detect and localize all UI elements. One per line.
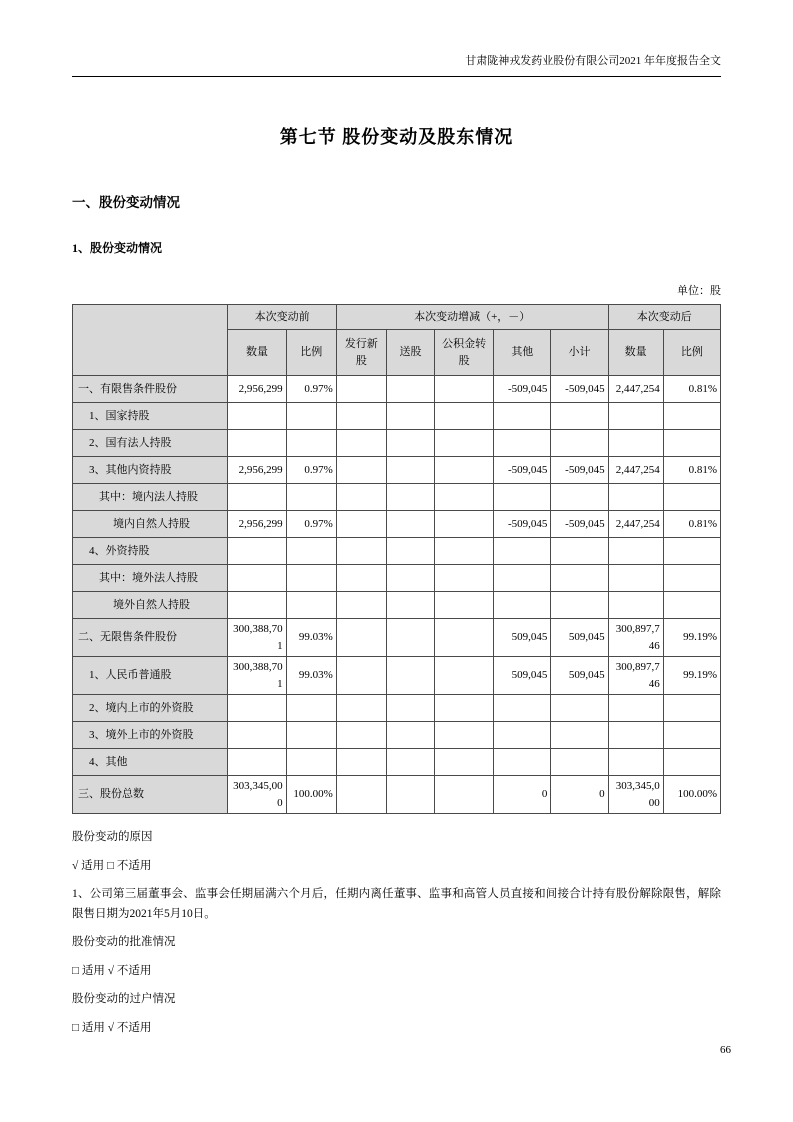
table-cell: [228, 565, 286, 592]
table-cell: [608, 538, 663, 565]
table-cell: [386, 565, 434, 592]
table-cell: [386, 722, 434, 749]
table-cell: [336, 430, 386, 457]
table-cell: [286, 403, 336, 430]
report-header: 甘肃陇神戎发药业股份有限公司2021 年年度报告全文: [465, 55, 721, 67]
header-bonus-shares: 送股: [386, 330, 434, 376]
table-cell: 300,388,701: [228, 619, 286, 657]
table-cell: [608, 749, 663, 776]
table-cell: 509,045: [494, 657, 551, 695]
table-cell: [494, 403, 551, 430]
header-group-after: 本次变动后: [608, 305, 720, 330]
table-cell: [608, 695, 663, 722]
table-cell: [494, 538, 551, 565]
table-cell: [435, 565, 494, 592]
row-label: 二、无限售条件股份: [73, 619, 228, 657]
header-ratio-before: 比例: [286, 330, 336, 376]
table-cell: 2,956,299: [228, 511, 286, 538]
header-ratio-after: 比例: [663, 330, 720, 376]
table-cell: [228, 430, 286, 457]
table-cell: [663, 538, 720, 565]
notes-section: [72, 828, 721, 1038]
table-cell: [228, 695, 286, 722]
row-label: 境内自然人持股: [73, 511, 228, 538]
note-line: 股份变动的过户情况: [72, 993, 176, 1006]
table-cell: 0.81%: [663, 457, 720, 484]
row-label: 境外自然人持股: [73, 592, 228, 619]
table-cell: [435, 657, 494, 695]
table-cell: [286, 484, 336, 511]
table-cell: [551, 565, 608, 592]
table-cell: [663, 565, 720, 592]
table-cell: [286, 695, 336, 722]
table-cell: 0.81%: [663, 511, 720, 538]
page-title: 第七节 股份变动及股东情况: [279, 127, 514, 147]
row-label: 4、其他: [73, 749, 228, 776]
table-cell: [228, 403, 286, 430]
table-cell: [386, 403, 434, 430]
table-cell: 0: [494, 776, 551, 814]
row-label: 三、股份总数: [73, 776, 228, 814]
table-cell: [286, 565, 336, 592]
table-cell: [386, 592, 434, 619]
table-cell: [336, 403, 386, 430]
table-row: [73, 457, 721, 484]
table-cell: [228, 592, 286, 619]
table-cell: 99.03%: [286, 657, 336, 695]
table-cell: 99.19%: [663, 619, 720, 657]
table-cell: -509,045: [494, 376, 551, 403]
table-cell: [608, 592, 663, 619]
row-label: 1、国家持股: [73, 403, 228, 430]
header-group-change: 本次变动增减（+，－）: [336, 305, 608, 330]
table-cell: [386, 776, 434, 814]
table-row: [73, 592, 721, 619]
table-cell: [435, 538, 494, 565]
table-cell: [336, 538, 386, 565]
row-label: 3、其他内资持股: [73, 457, 228, 484]
table-cell: [608, 565, 663, 592]
table-cell: [336, 511, 386, 538]
table-row: [73, 376, 721, 403]
table-cell: [435, 403, 494, 430]
header-group-before: 本次变动前: [228, 305, 336, 330]
table-cell: [551, 538, 608, 565]
table-row: [73, 511, 721, 538]
table-cell: [286, 749, 336, 776]
table-cell: -509,045: [551, 511, 608, 538]
row-label: 其中：境外法人持股: [73, 565, 228, 592]
table-cell: [494, 565, 551, 592]
table-cell: [336, 619, 386, 657]
table-cell: [336, 565, 386, 592]
table-row: [73, 538, 721, 565]
table-cell: [551, 430, 608, 457]
table-cell: 509,045: [551, 619, 608, 657]
table-cell: [435, 695, 494, 722]
row-label: 4、外资持股: [73, 538, 228, 565]
table-cell: [608, 722, 663, 749]
table-cell: [435, 430, 494, 457]
table-cell: [336, 695, 386, 722]
table-cell: [386, 430, 434, 457]
table-cell: [608, 430, 663, 457]
table-cell: [435, 776, 494, 814]
table-cell: [551, 722, 608, 749]
table-cell: 2,447,254: [608, 376, 663, 403]
table-cell: [663, 749, 720, 776]
table-cell: 303,345,000: [608, 776, 663, 814]
table-cell: [551, 695, 608, 722]
table-cell: -509,045: [494, 457, 551, 484]
table-cell: [551, 403, 608, 430]
table-cell: [336, 457, 386, 484]
row-label: 2、境内上市的外资股: [73, 695, 228, 722]
header-new-shares: 发行新股: [336, 330, 386, 376]
table-cell: [286, 538, 336, 565]
table-cell: 300,897,746: [608, 619, 663, 657]
table-cell: 0.81%: [663, 376, 720, 403]
table-cell: [228, 538, 286, 565]
table-cell: [663, 592, 720, 619]
row-label: 3、境外上市的外资股: [73, 722, 228, 749]
table-cell: [286, 722, 336, 749]
table-row: [73, 657, 721, 695]
table-cell: -509,045: [551, 376, 608, 403]
share-change-table: [72, 304, 721, 814]
table-cell: [435, 619, 494, 657]
table-cell: 2,447,254: [608, 457, 663, 484]
table-cell: [336, 749, 386, 776]
table-cell: [386, 619, 434, 657]
table-cell: 100.00%: [286, 776, 336, 814]
header-other: 其他: [494, 330, 551, 376]
table-row: [73, 403, 721, 430]
table-cell: 509,045: [494, 619, 551, 657]
table-cell: [494, 592, 551, 619]
table-row: [73, 749, 721, 776]
note-line: 1、公司第三届董事会、监事会任期届满六个月后，任期内离任董事、监事和高管人员直接和间接合计持有股份解除限售，解除限售日期为2021年5月10日。: [72, 888, 721, 920]
table-cell: [494, 430, 551, 457]
table-cell: 2,447,254: [608, 511, 663, 538]
table-row: [73, 484, 721, 511]
table-cell: [286, 430, 336, 457]
row-label: 2、国有法人持股: [73, 430, 228, 457]
table-cell: [435, 457, 494, 484]
table-cell: 2,956,299: [228, 376, 286, 403]
table-cell: [386, 511, 434, 538]
table-cell: [336, 484, 386, 511]
table-cell: [386, 538, 434, 565]
header-capital-reserve: 公积金转股: [435, 330, 494, 376]
table-cell: [336, 722, 386, 749]
table-cell: [336, 376, 386, 403]
table-cell: [286, 592, 336, 619]
table-cell: [663, 403, 720, 430]
header-quantity-before: 数量: [228, 330, 286, 376]
table-cell: [494, 484, 551, 511]
header-quantity-after: 数量: [608, 330, 663, 376]
page-number: 66: [720, 1044, 731, 1056]
table-cell: [386, 376, 434, 403]
table-row: [73, 695, 721, 722]
table-cell: [435, 722, 494, 749]
table-cell: [663, 722, 720, 749]
table-cell: 0.97%: [286, 376, 336, 403]
table-cell: [663, 484, 720, 511]
note-line: □ 适用 √ 不适用: [72, 1021, 152, 1034]
table-cell: 2,956,299: [228, 457, 286, 484]
table-cell: [386, 457, 434, 484]
table-cell: 0.97%: [286, 457, 336, 484]
row-label: 一、有限售条件股份: [73, 376, 228, 403]
table-cell: [336, 776, 386, 814]
table-cell: [386, 657, 434, 695]
header-rule: [72, 76, 721, 77]
table-cell: 300,388,701: [228, 657, 286, 695]
subsection-heading: 1、股份变动情况: [72, 241, 163, 255]
section-heading: 一、股份变动情况: [72, 195, 180, 210]
table-cell: [228, 749, 286, 776]
note-line: 股份变动的批准情况: [72, 936, 176, 949]
table-row: [73, 619, 721, 657]
table-cell: [386, 695, 434, 722]
table-cell: 0: [551, 776, 608, 814]
table-cell: [435, 592, 494, 619]
table-cell: [228, 484, 286, 511]
table-cell: [435, 511, 494, 538]
table-cell: 99.03%: [286, 619, 336, 657]
table-row: [73, 776, 721, 814]
table-cell: [435, 376, 494, 403]
note-line: □ 适用 √ 不适用: [72, 964, 152, 977]
table-cell: -509,045: [551, 457, 608, 484]
table-cell: [386, 484, 434, 511]
header-corner-cell: [73, 305, 228, 376]
row-label: 其中：境内法人持股: [73, 484, 228, 511]
row-label: 1、人民币普通股: [73, 657, 228, 695]
table-cell: [608, 484, 663, 511]
note-line: √ 适用 □ 不适用: [72, 859, 152, 872]
header-subtotal: 小计: [551, 330, 608, 376]
table-cell: [663, 695, 720, 722]
table-cell: [494, 695, 551, 722]
table-row: [73, 430, 721, 457]
table-cell: [386, 749, 434, 776]
table-cell: [551, 592, 608, 619]
table-cell: [663, 430, 720, 457]
table-row: [73, 722, 721, 749]
table-cell: [551, 749, 608, 776]
table-cell: 303,345,000: [228, 776, 286, 814]
table-cell: 300,897,746: [608, 657, 663, 695]
table-cell: [494, 722, 551, 749]
table-cell: -509,045: [494, 511, 551, 538]
table-cell: [494, 749, 551, 776]
table-cell: 509,045: [551, 657, 608, 695]
table-cell: [608, 403, 663, 430]
note-line: 股份变动的原因: [72, 831, 153, 843]
table-cell: [336, 657, 386, 695]
unit-label: 单位：股: [677, 285, 721, 297]
table-cell: [228, 722, 286, 749]
table-row: [73, 565, 721, 592]
table-cell: [336, 592, 386, 619]
table-cell: 0.97%: [286, 511, 336, 538]
table-cell: 100.00%: [663, 776, 720, 814]
table-cell: [435, 484, 494, 511]
table-cell: [551, 484, 608, 511]
table-cell: [435, 749, 494, 776]
table-cell: 99.19%: [663, 657, 720, 695]
